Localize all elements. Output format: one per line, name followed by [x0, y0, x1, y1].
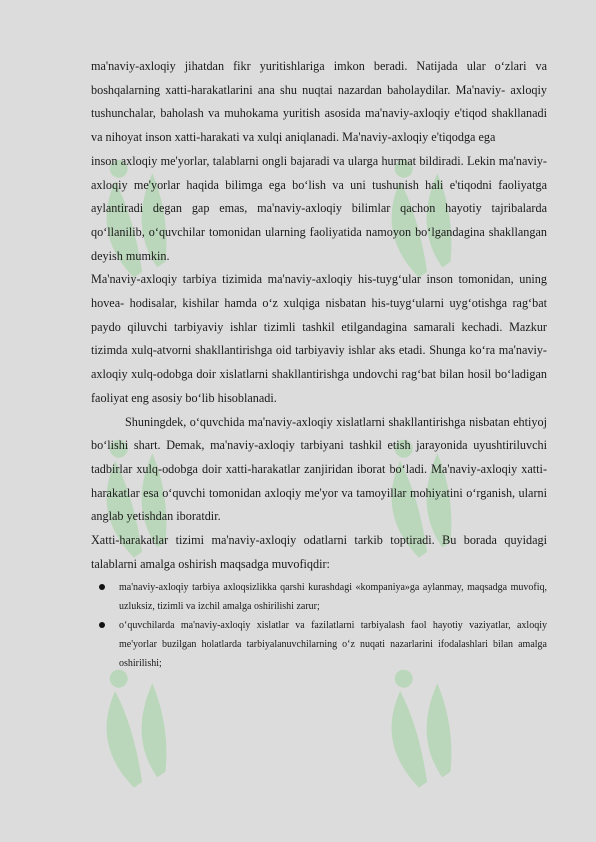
paragraph-5: Xatti-harakatlar tizimi ma'naviy-axloqiy odatlarni tarkib toptiradi. Bu borada quyidagi talablarni amalga oshirish maqsadga muvofiqdir:: [91, 533, 547, 571]
paragraph-4: Shuningdek, o‘quvchida ma'naviy-axloqiy xislatlarni shakllantirishga nisbatan ehtiyoj bo‘lishi shart. Demak, ma'naviy-axloqiy tarbiyani tashkil etish jarayonida uyushtiriluvchi tadbirlar xulq-odobga doir xatti-harakatlar zanjiridan iborat bo‘ladi. Ma'naviy-axloqiy xatti- harakatlar esa o‘quvchi tomonidan axloqiy me'yor va tamoyillar mohiyatini o‘rganish, ularni anglab yetishdan iboratdir.: [91, 414, 547, 524]
bullet-icon: [99, 622, 105, 628]
list-item: [85, 616, 547, 673]
list-item: [85, 578, 547, 616]
document-body: [91, 55, 547, 673]
paragraph-2: inson axloqiy me'yorlar, talablarni ongli bajaradi va ularga hurmat bildiradi. Lekin ma'naviy- axloqiy me'yorlar haqida bilimga ega bo‘lish va uni tushunish hali e'tiqodni faoliyatga aylantiradi degan gap emas, ma'naviy-axloqiy bilimlar qachon hayotiy tajribalarda qo‘llanilib, o‘quvchilar tomonidan ularning faoliyatida namoyon bo‘lgandagina shakllangan deyish mumkin.: [91, 153, 547, 263]
paragraph-1: ma'naviy-axloqiy jihatdan fikr yuritishlariga imkon beradi. Natijada ular o‘zlari va boshqalarning xatti-harakatlarini ana shu nuqtai nazardan baholaydilar. Ma'naviy- axloqiy tushunchalar, baholash va muhokama yuritish asosida ma'naviy-axloqiy e'tiqod shakllanadi va nihoyat inson xatti-harakati va xulqi aniqlanadi. Ma'naviy-axloqiy e'tiqodga ega: [91, 59, 547, 145]
bullet-icon: [99, 584, 105, 590]
list-item-text: o‘quvchilarda ma'naviy-axloqiy xislatlar va fazilatlarni tarbiyalash faol hayotiy vaziyatlar, axloqiy me'yorlar buzilgan holatlarda tarbiyalanuvchilarning o‘z nuqati nazarlarini ifodalashlari bilan amalga oshirilishi;: [119, 620, 547, 670]
requirements-list: [91, 578, 547, 673]
paragraph-3: Ma'naviy-axloqiy tarbiya tizimida ma'naviy-axloqiy his-tuyg‘ular inson tomonidan, uning hovea- hodisalar, kishilar hamda o‘z xulqiga nisbatan his-tuyg‘ularni uyg‘otishga rag‘bat paydo qiluvchi tarbiyaviy ishlar tizimli tashkil etilgandagina samarali kechadi. Mazkur tizimda xulq-atvorni shakllantirishga oid tarbiyaviy ishlar aks etadi. Shunga ko‘ra ma'naviy-axloqiy xulq-odobga doir xislatlarni shakllantirishga undovchi rag‘bat bilan hosil bo‘ladigan faoliyat eng asosiy bo‘lib hisoblanadi.: [91, 272, 547, 405]
list-item-text: ma'naviy-axloqiy tarbiya axloqsizlikka qarshi kurashdagi «kompaniya»ga aylanmay, maqsadga muvofiq, uzluksiz, tizimli va izchil amalga oshirilishi zarur;: [119, 582, 547, 613]
